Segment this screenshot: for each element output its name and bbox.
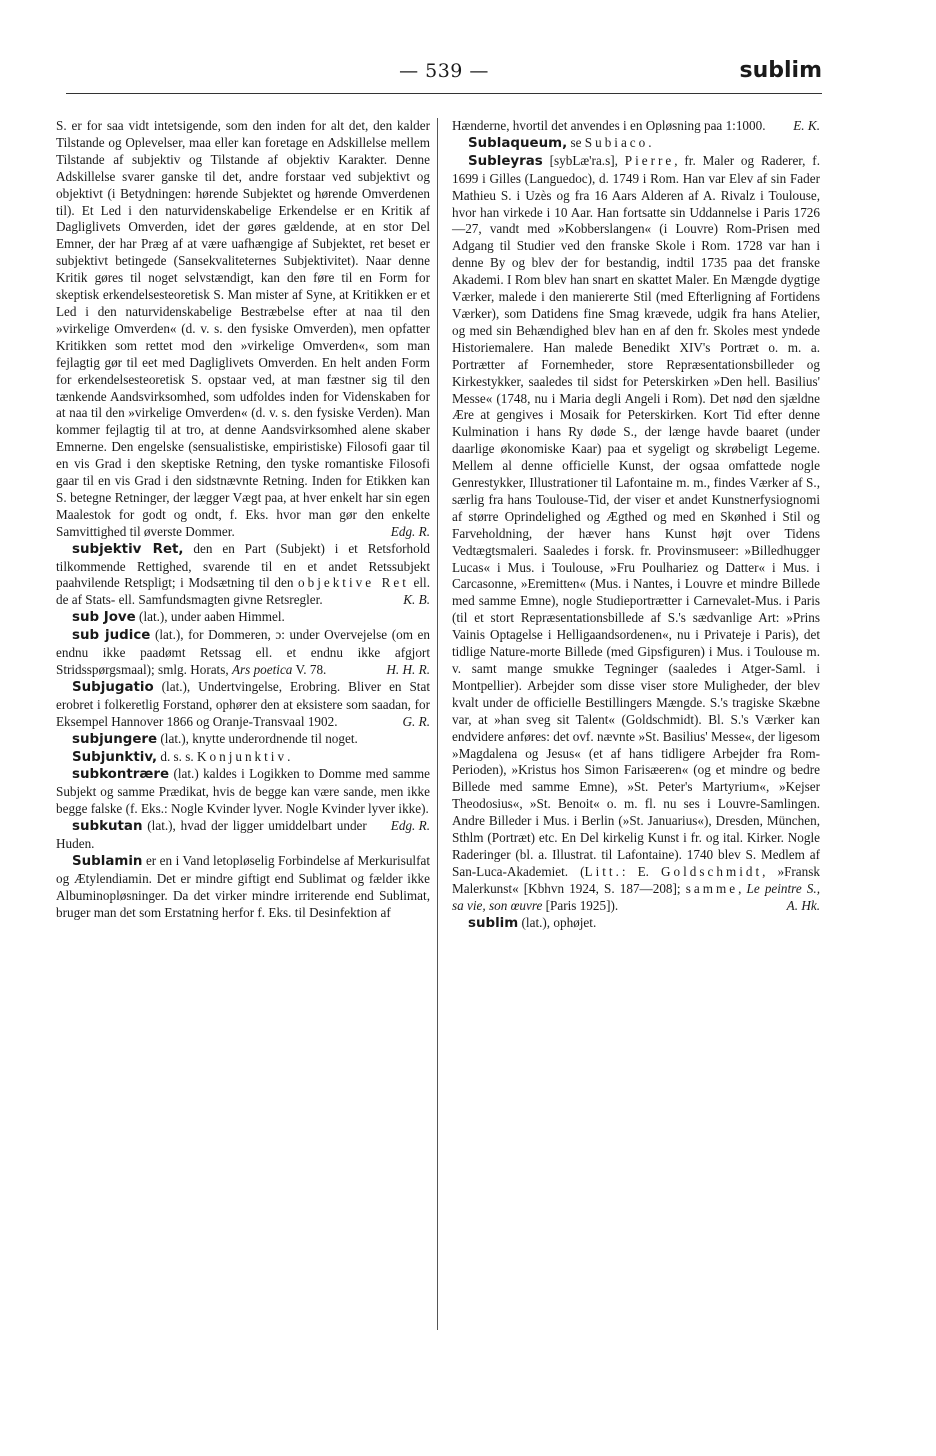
entry-text: , fr. Maler og Raderer, f. 1699 i Gilles (Languedoc), d. 1749 i Rom. Han var Elev af sin Fader Mathieu S. i Uzès og fra 16 Aars Alderen af A. Rivalz i Toulouse, hvor han virkede i 10 Aar. Han fortsatte sin Uddannelse i Paris 1726—27, vandt med »Kobberslangen« (i Louvre) Rom-Prisen med Adgang til Studier ved den franske Skole i Rom. 1728 var han i denne By og blev der for bestandig, indtil 1735 paa det franske Akademi. I Rom blev han snart en skattet Maler. En Mængde dygtige Værker, malede i den maniererte Stil (med Efterligning af Fortidens Værker), som Datidens fine Smag krævede, udgik fra hans Atelier, og med sin Behændighed blev han en af den fr. Skoles mest yndede Historiemalere. Han malede Benedikt XIV's Portræt o. m. a. Portrætter af Fornemheder, store Repræsentationsbilleder og Kirkestykker, saaledes til sidst for Peterskirken »Den hell. Basilius' Messe« (1748, nu i Maria degli Angeli i Rom). Det nød den sjældne Ære at gengives i Mosaik for Peterskirken. Kort Tid efter denne Kulmination i hans Ry døde S., der længe havde baaret (under daarlige økonomiske Kaar) paa et sygeligt og skrøbeligt Legeme. Mellem al denne officielle Kunst, der ogsaa omfattede nogle Genrestykker, Illustrationer til Lafontaine m. m., findes Værker af S., særlig fra hans Toulouse-Tid, der viser et andet Kunstnerfysiognomi af større Oprindelighed og Ægthed og med en Skønhed i Stil og Farveholdning, der hæver hans Kunst højt over Tidens Vedtægtsmaleri. Saaledes i forsk. fr. Provinsmuseer: »Billedhugger Lucas« i Mus. i Toulouse, »Fru Poulhariez og Datter« i Mus. i Carcasonne, »Eremitten« (Mus. i Nantes, i Louvre et mindre Billede med samme Emne), nogle Studieportrætter i Carnevalet-Mus. i Paris (til et stort Repræsentationsbillede af S.'s sædvanlige Art: »Prins Vainis Optagelse i Helligaandsordenen«, nu i Privateje i Paris), det tidlige Nature-morte Billede (med Gipsfiguren) i Mus. i Toulouse m. v. samt mange smukke Tegninger (saaledes i Atger-Saml. i Montpellier). Arbejder som disse viser store Muligheder, der blev kvalt under de officielle Bestillingers Mængde. S.'s tragiske Skæbne var, at »han sveg sit Talent« (Goldschmidt). Bl. S.'s Værker kan endvidere anføres: det ovf. nævnte »St. Basilius' Messe«, der ligesom »Magdalena og Jesus« (et af hans tidligere Arbejder fra Rom-Perioden), »Kristus hos Simon Farisæeren« (og et mindre og bedre Billede med samme Emne), »St. Peter's Martyrium«, »Kejser Theodosius«, »St. Benoit« o. m. fl. nu ses i Louvre-Samlingen. Andre Billeder i Mus. i Berlin (»St. Januarius«), Dresden, München, Sthlm (Portræt) etc. En Del kirkelig Kunst i fr. og ital. Kirker. Nogle Raderinger (bl. a. Illustrat. til Lafontaine). 1740 blev S. Medlem af San-Luca-Akademiet. ( [452,152,820,879]
headword: Sublamin [72,853,143,869]
headword: subkutan [72,819,143,835]
headword: sub Jove [72,610,136,626]
entry-subjunktiv [56,749,430,767]
entry-subjugatio [56,679,430,731]
entry-text: [sybLæ'ra.s], [542,152,625,168]
entry-sub-judice [56,627,430,679]
entry-text: V. 78. [292,662,327,677]
column-divider [437,118,438,1330]
right-column [452,118,820,933]
signature: E. K. [793,118,820,133]
intro-text: S. er for saa vidt intetsigende, som den inden for alt det, den kalder Tilstande og Oplevelser, maa eller kan foretage en Adskillelse mellem Tilstande af subjektiv og Tilstande af objektiv Karakter. Denne Adskillelse svarer ganske til det, andre forstaar ved subjektivt og objektivt (i Betydningen: hørende Subjektet og hørende Omverdenen til). Et Led i den naturvidenskabelige Erkendelse er en Kritik af Dagliglivets Omverden, idet der gøres gældende, at en stor Del Emner, der har Præg af at være uafhængige af Subjektet, ret beset er subjektivt betingede (Sansekvaliteternes Subjektivitet). Naar denne Kritik gøres til noget selvstændigt, kan den føre til en Form for skeptisk erkendelsesteoretisk S. Man mister af Syne, at Kritikken er et Led i den naturvidenskabelige Bestræbelse efter at naa til den »virkelige Omverden« (d. v. s. den fysiske Omverden), men opfatter Kritikken som rettet mod den »virkelige Omverden«, som man fejlagtig gør til eet med Dagliglivets Omverden. En helt anden Form for erkendelsesteoretisk S. opstaar ved, at man fæstner sig til den tænkende Aandsvirksomhed, som udfoldes inden for Videnskaben for at naa til den »virkelige Omverden« (d. v. s. den fysiske Verden). Man kommer fejlagtig til at tro, at denne Aandsvirksomhed alene skaber Emnerne. Den engelske (sensualistiske, empiristiske) Filosofi gaar til en vis Grad i den skeptiske Retning, den tyske romantiske Filosofi gaar til en vis Grad i den sidstnævnte Retning. Inden for Etikken kan S. betegne Retninger, der lægger Vægt paa, at hver enkelt har sin egen Maalestok for godt og ondt, f. Eks. hvor man gør den enkelte Samvittighed til øverste Dommer. [56,118,430,539]
entry-text: er en i Vand letopløselig Forbindelse af Merkurisulfat og Ætylendiamin. Det er mindre giftigt end Sublimat og fælder ikke Albuminopløsninger. Da det virker mindre irriterende end Sublimat, bruger man det som Erstatning herfor f. Eks. til Desinfektion af [56,852,430,920]
continuation-text: Hænderne, hvortil det anvendes i en Opløsning paa 1:1000. [452,118,766,133]
continuation-paragraph [452,118,820,135]
entry-sublim [452,915,820,933]
headword: Subleyras [468,153,543,169]
headword: subkontrære [72,767,170,783]
headword: sublim [468,915,519,931]
entry-text: [Paris 1925]). [542,897,619,913]
entry-text: (lat.), knytte underordnende til noget. [157,730,358,746]
spaced-term: Subiaco [584,134,649,150]
headword: Subjunktiv, [72,749,158,765]
signature: Edg. R. [390,523,430,539]
entry-text: . [287,748,291,764]
headword: sub judice [72,628,151,644]
page-number: — 539 — [399,60,489,82]
signature: H. H. R. [386,662,430,677]
spaced-author: Goldschmidt [661,863,763,879]
spaced-name: Pierre [624,152,675,168]
spaced-term: objektive Ret [298,575,409,591]
entry-text: ell. de af Stats- ell. Samfundsmagten givne Retsregler. [56,575,430,608]
entry-subjektiv-ret [56,541,430,610]
entry-text: d. s. s. [157,748,197,764]
headword: Sublaqueum, [468,135,568,151]
entry-text: den en Part (Subjekt) i et Retsforhold tilkommende Rettighed, svarende til en et andet Retssubjekt paahvilende Retspligt; i Modsætning til den [56,540,430,591]
spaced-term: Litt. [584,863,622,879]
signature: A. Hk. [786,897,820,913]
signature: G. R. [402,713,430,729]
entry-text: (lat.), ophøjet. [518,914,597,930]
headword: Subjugatio [72,679,154,695]
entry-text: (lat.), under aaben Himmel. [135,609,285,625]
header-rule [66,93,822,94]
entry-text: : E. [621,863,661,879]
page-header [66,58,822,92]
italic-title: Le peintre S., sa vie, son œuvre [452,880,820,913]
signature: K. B. [403,592,430,608]
intro-paragraph [56,118,430,541]
signature: Edg. R. [390,818,430,834]
entry-text: (lat.) kaldes i Logikken to Domme med samme Subjekt og samme Prædikat, hvis de begge kan være sande, men ikke begge falske (f. Eks.: Nogle Kvinder lyver. Nogle Kvinder lyver ikke). [56,766,430,817]
entry-text: , [738,880,747,896]
entry-sublamin [56,853,430,922]
spaced-term: samme [685,880,739,896]
entry-text: (lat.), for Dommeren, ɔ: under Overvejelse (om en endnu ikke paadømt Retssag ell. et endnu ikke afgjort Stridsspørgsmaal); smlg. Horats, [56,627,431,677]
left-column [56,118,430,922]
entry-text: . [648,134,652,150]
entry-subjungere [56,731,430,749]
entry-text: (lat.), hvad der ligger umiddelbart under Huden. [56,818,367,852]
entry-text: , »Fransk Malerkunst« [Kbhvn 1924, S. 187—208]; [452,863,820,896]
headword: subjektiv Ret, [72,541,184,557]
entry-sublaqueum [452,135,820,153]
italic-title: Ars poetica [231,662,293,677]
headword: subjungere [72,731,158,747]
entry-text: (lat.), Undertvingelse, Erobring. Bliver en Stat erobret i folkeretlig Forstand, ophører den at eksistere som saadan, for Eksempel Hannover 1866 og Oranje-Transvaal 1902. [56,678,430,729]
spaced-term: Konjunktiv [196,748,288,764]
entry-subleyras [452,153,820,915]
entry-text: se [567,134,585,150]
entry-sub-jove [56,609,430,627]
running-head: sublim [739,58,822,83]
